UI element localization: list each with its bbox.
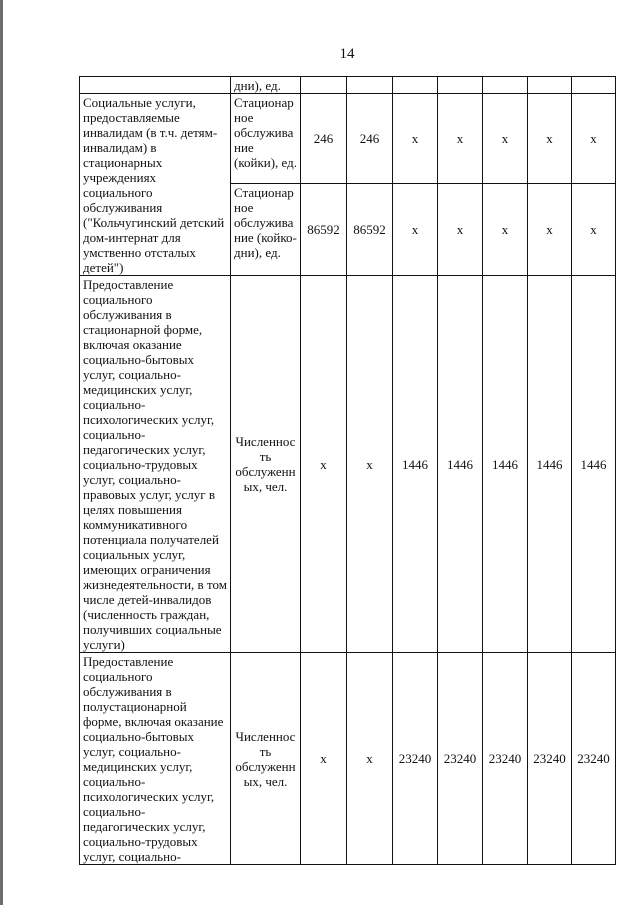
services-table [79,76,616,865]
value-cell: 86592 [301,184,347,276]
value-cell: х [528,184,572,276]
value-cell: х [347,653,393,865]
value-cell: 1446 [528,276,572,653]
table-row [80,94,616,184]
value-cell: 86592 [347,184,393,276]
value-cell: х [393,94,438,184]
service-cell-empty [80,77,231,94]
service-description: Социальные услуги, предоставляемые инвалидам (в т.ч. детям-инвалидам) в стационарных учреждениях социального обслуживания ("Кольчугинский детский дом-интернат для умственно отсталых детей") [80,94,231,276]
table-row [80,653,616,865]
value-cell: 1446 [483,276,528,653]
value-cell: 23240 [438,653,483,865]
value-cell [483,77,528,94]
value-cell: 1446 [572,276,616,653]
value-cell: х [572,94,616,184]
unit-cell: Численность обслуженных, чел. [231,653,301,865]
value-cell: 1446 [393,276,438,653]
unit-cell: Стационарное обслуживание (койки), ед. [231,94,301,184]
value-cell: х [572,184,616,276]
value-cell: х [528,94,572,184]
value-cell [438,77,483,94]
service-description: Предоставление социального обслуживания в полустационарной форме, включая оказание социально-бытовых услуг, социально-медицинских услуг, социально-психологических услуг, социально-педагогических услуг, социально-трудовых услуг, социально- [80,653,231,865]
value-cell: х [301,276,347,653]
value-cell: 246 [301,94,347,184]
value-cell: х [483,184,528,276]
scan-edge [0,0,3,905]
service-description: Предоставление социального обслуживания в стационарной форме, включая оказание социально-бытовых услуг, социально-медицинских услуг, социально-психологических услуг, социально-педагогических услуг, социально-трудовых услуг, социально-правовых услуг, услуг в целях повышения коммуникативного потенциала получателей социальных услуг, имеющих ограничения жизнедеятельности, в том числе детей-инвалидов (численность граждан, получивших социальные услуги) [80,276,231,653]
value-cell [572,77,616,94]
value-cell: 23240 [528,653,572,865]
value-cell: 246 [347,94,393,184]
value-cell: х [438,184,483,276]
value-cell: 23240 [572,653,616,865]
page-number: 14 [339,46,355,62]
value-cell: х [438,94,483,184]
value-cell: х [347,276,393,653]
table-row [80,276,616,653]
value-cell [347,77,393,94]
unit-cell: Стационарное обслуживание (койко-дни), ед. [231,184,301,276]
value-cell [528,77,572,94]
unit-cell: дни), ед. [231,77,301,94]
value-cell: 23240 [393,653,438,865]
value-cell [393,77,438,94]
table-row [80,77,616,94]
value-cell: х [393,184,438,276]
value-cell: х [301,653,347,865]
unit-cell: Численность обслуженных, чел. [231,276,301,653]
value-cell [301,77,347,94]
value-cell: 23240 [483,653,528,865]
value-cell: 1446 [438,276,483,653]
value-cell: х [483,94,528,184]
